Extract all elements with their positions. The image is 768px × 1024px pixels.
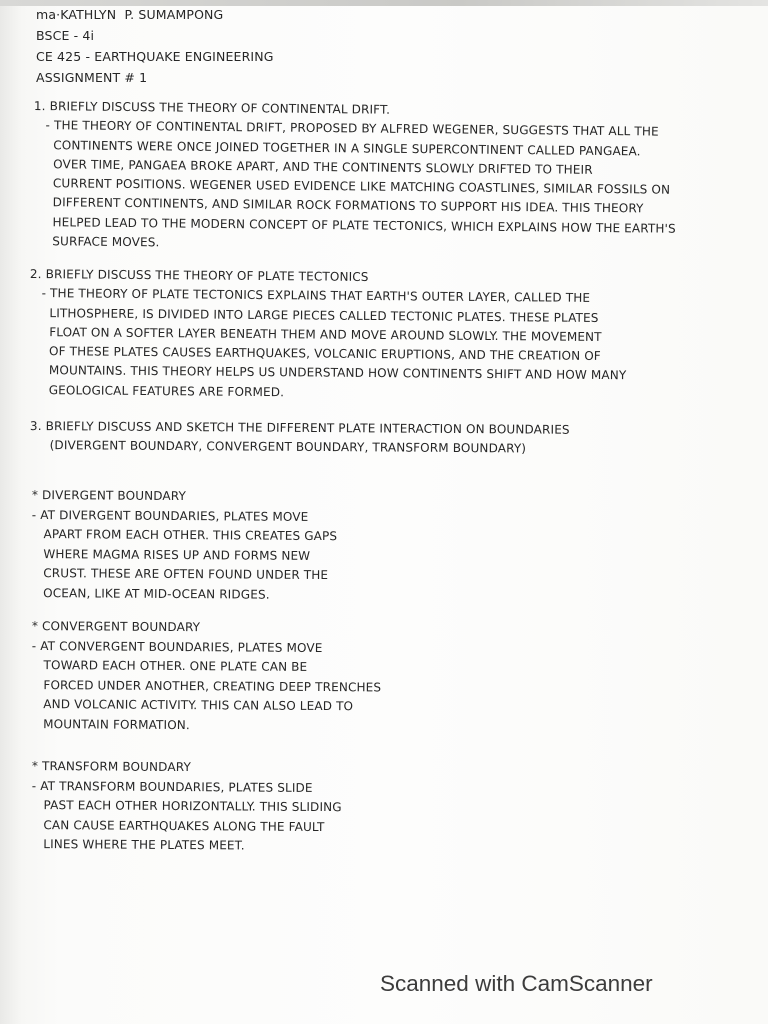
divergent-boundary-section: * DIVERGENT BOUNDARY - AT DIVERGENT BOUNDARIES, PLATES MOVE APART FROM EACH OTHER. THIS CREATES GAPS WHERE MAGMA RISES UP AND FORMS NEW CRUST. THESE ARE OFTEN FOUND UNDER THE OCEAN, LIKE AT MID-OCEAN RIDGES.: [31, 487, 338, 602]
student-header: ma·KATHLYN P. SUMAMPONG BSCE - 4i CE 425 - EARTHQUAKE ENGINEERING ASSIGNMENT # 1: [36, 7, 274, 85]
question-1-continental-drift: 1. BRIEFLY DISCUSS THE THEORY OF CONTINENTAL DRIFT. - THE THEORY OF CONTINENTAL DRIFT, PROPOSED BY ALFRED WEGENER, SUGGESTS THAT ALL THE CONTINENTS WERE ONCE JOINED TOGETHER IN A SINGLE SUPERCONTINENT CALLED PANGAEA. OVER TIME, PANGAEA BROKE APART, AND THE CONTINENTS SLOWLY DRIFTED TO THEIR CURRENT POSITIONS. WEGENER USED EVIDENCE LIKE MATCHING COASTLINES, SIMILAR FOSSILS ON DIFFERENT CONTINENTS, AND SIMILAR ROCK FORMATIONS TO SUPPORT HIS IDEA. THIS THEORY HELPED LEAD TO THE MODERN CONCEPT OF PLATE TECTONICS, WHICH EXPLAINS HOW THE EARTH'S SURFACE MOVES.: [32, 98, 676, 250]
convergent-boundary-section: * CONVERGENT BOUNDARY - AT CONVERGENT BOUNDARIES, PLATES MOVE TOWARD EACH OTHER. ONE PLATE CAN BE FORCED UNDER ANOTHER, CREATING DEEP TRENCHES AND VOLCANIC ACTIVITY. THIS CAN ALSO LEAD TO MOUNTAIN FORMATION.: [31, 618, 382, 733]
question-3-plate-boundaries: 3. BRIEFLY DISCUSS AND SKETCH THE DIFFERENT PLATE INTERACTION ON BOUNDARIES (DIVERGENT BOUNDARY, CONVERGENT BOUNDARY, TRANSFORM BOUNDARY): [29, 418, 570, 456]
question-2-plate-tectonics: 2. BRIEFLY DISCUSS THE THEORY OF PLATE TECTONICS - THE THEORY OF PLATE TECTONICS EXPLAINS THAT EARTH'S OUTER LAYER, CALLED THE LITHOSPHERE, IS DIVIDED INTO LARGE PIECES CALLED TECTONIC PLATES. THESE PLATES FLOAT ON A SOFTER LAYER BENEATH THEM AND MOVE AROUND SLOWLY. THE MOVEMENT OF THESE PLATES CAUSES EARTHQUAKES, VOLCANIC ERUPTIONS, AND THE CREATION OF MOUNTAINS. THIS THEORY HELPS US UNDERSTAND HOW CONTINENTS SHIFT AND HOW MANY GEOLOGICAL FEATURES ARE FORMED.: [28, 266, 627, 400]
transform-boundary-section: * TRANSFORM BOUNDARY - AT TRANSFORM BOUNDARIES, PLATES SLIDE PAST EACH OTHER HORIZONTALLY. THIS SLIDING CAN CAUSE EARTHQUAKES ALONG THE FAULT LINES WHERE THE PLATES MEET.: [31, 758, 342, 853]
camscanner-watermark: Scanned with CamScanner: [380, 971, 653, 996]
